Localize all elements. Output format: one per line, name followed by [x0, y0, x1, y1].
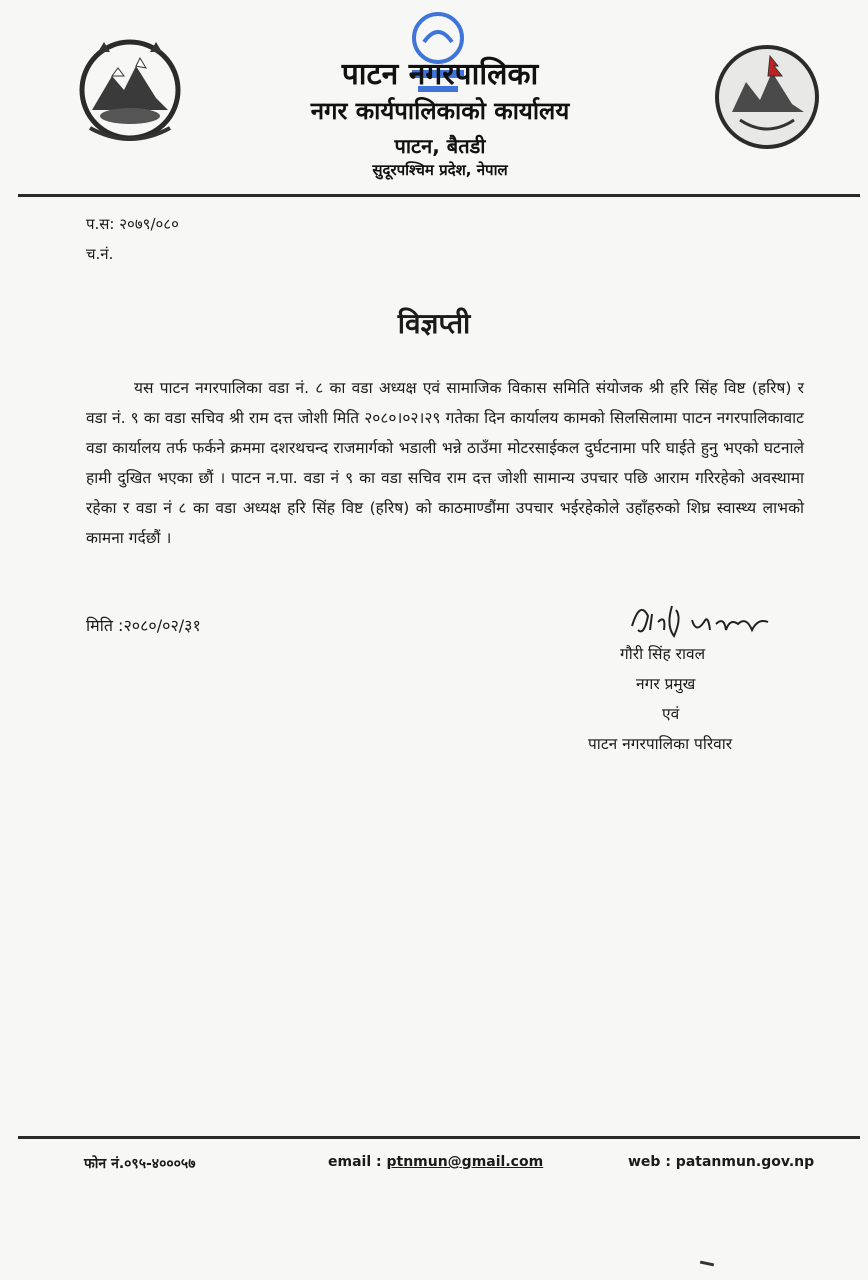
municipality-logo-icon — [712, 42, 822, 152]
province-name: सुदूरपश्चिम प्रदेश, नेपाल — [372, 161, 508, 179]
handwritten-signature-icon — [626, 596, 776, 648]
signatory-conjunction: एवं — [662, 705, 680, 723]
dispatch-number: च.नं. — [86, 245, 114, 263]
notice-title: विज्ञप्ती — [397, 307, 471, 340]
signatory-name: गौरी सिंह रावल — [620, 645, 706, 663]
footer-email-label: email : — [328, 1154, 387, 1170]
header-divider — [18, 194, 860, 197]
reference-number: प.स: २०७९/०८० — [86, 215, 179, 233]
municipality-name: पाटन नगरपालिका — [341, 57, 539, 92]
footer-phone: फोन नं.०९५-४०००५७ — [84, 1156, 196, 1172]
email-link[interactable]: ptnmun@gmail.com — [386, 1154, 544, 1170]
stray-mark — [700, 1261, 714, 1267]
notice-body: यस पाटन नगरपालिका वडा नं. ८ का वडा अध्यक्ष एवं सामाजिक विकास समिति संयोजक श्री हरि सिंह विष्ट (हरिष) र वडा नं. ९ का वडा सचिव श्री राम दत्त जोशी मिति २०८०।०२।२९ गतेका दिन कार्यालय कामको सिलसिलामा पाटन नगरपालिकावाट वडा कार्यालय तर्फ फर्कने क्रममा दशरथचन्द राजमार्गको भडाली भन्ने ठाउँमा मोटरसाईकल दुर्घटनामा परि घाईते हुनु भएको घटनाले हामी दुखित भएका छौं । पाटन न.पा. वडा नं ९ का वडा सचिव राम दत्त जोशी सामान्य उपचार पछि आराम गरिरहेको अवस्थामा रहेका र वडा नं ८ का वडा अध्यक्ष हरि सिंह विष्ट (हरिष) को काठमाण्डौंमा उपचार भईरहेकोले उहाँहरुको शिघ्र स्वास्थ्य लाभको कामना गर्दछौं । — [86, 379, 804, 547]
website-link[interactable]: patanmun.gov.np — [675, 1154, 815, 1170]
footer-email — [328, 1154, 543, 1170]
signatory-organization: पाटन नगरपालिका परिवार — [588, 735, 733, 753]
footer-divider — [18, 1136, 860, 1139]
notice-date: मिति :२०८०/०२/३१ — [86, 616, 201, 635]
nepal-coat-of-arms-icon — [70, 28, 190, 148]
signatory-title: नगर प्रमुख — [636, 675, 696, 693]
office-name: नगर कार्यपालिकाको कार्यालय — [310, 97, 570, 125]
footer-web — [628, 1154, 814, 1170]
footer-web-label: web : — [628, 1154, 676, 1170]
city-name: पाटन, बैतडी — [394, 134, 486, 158]
